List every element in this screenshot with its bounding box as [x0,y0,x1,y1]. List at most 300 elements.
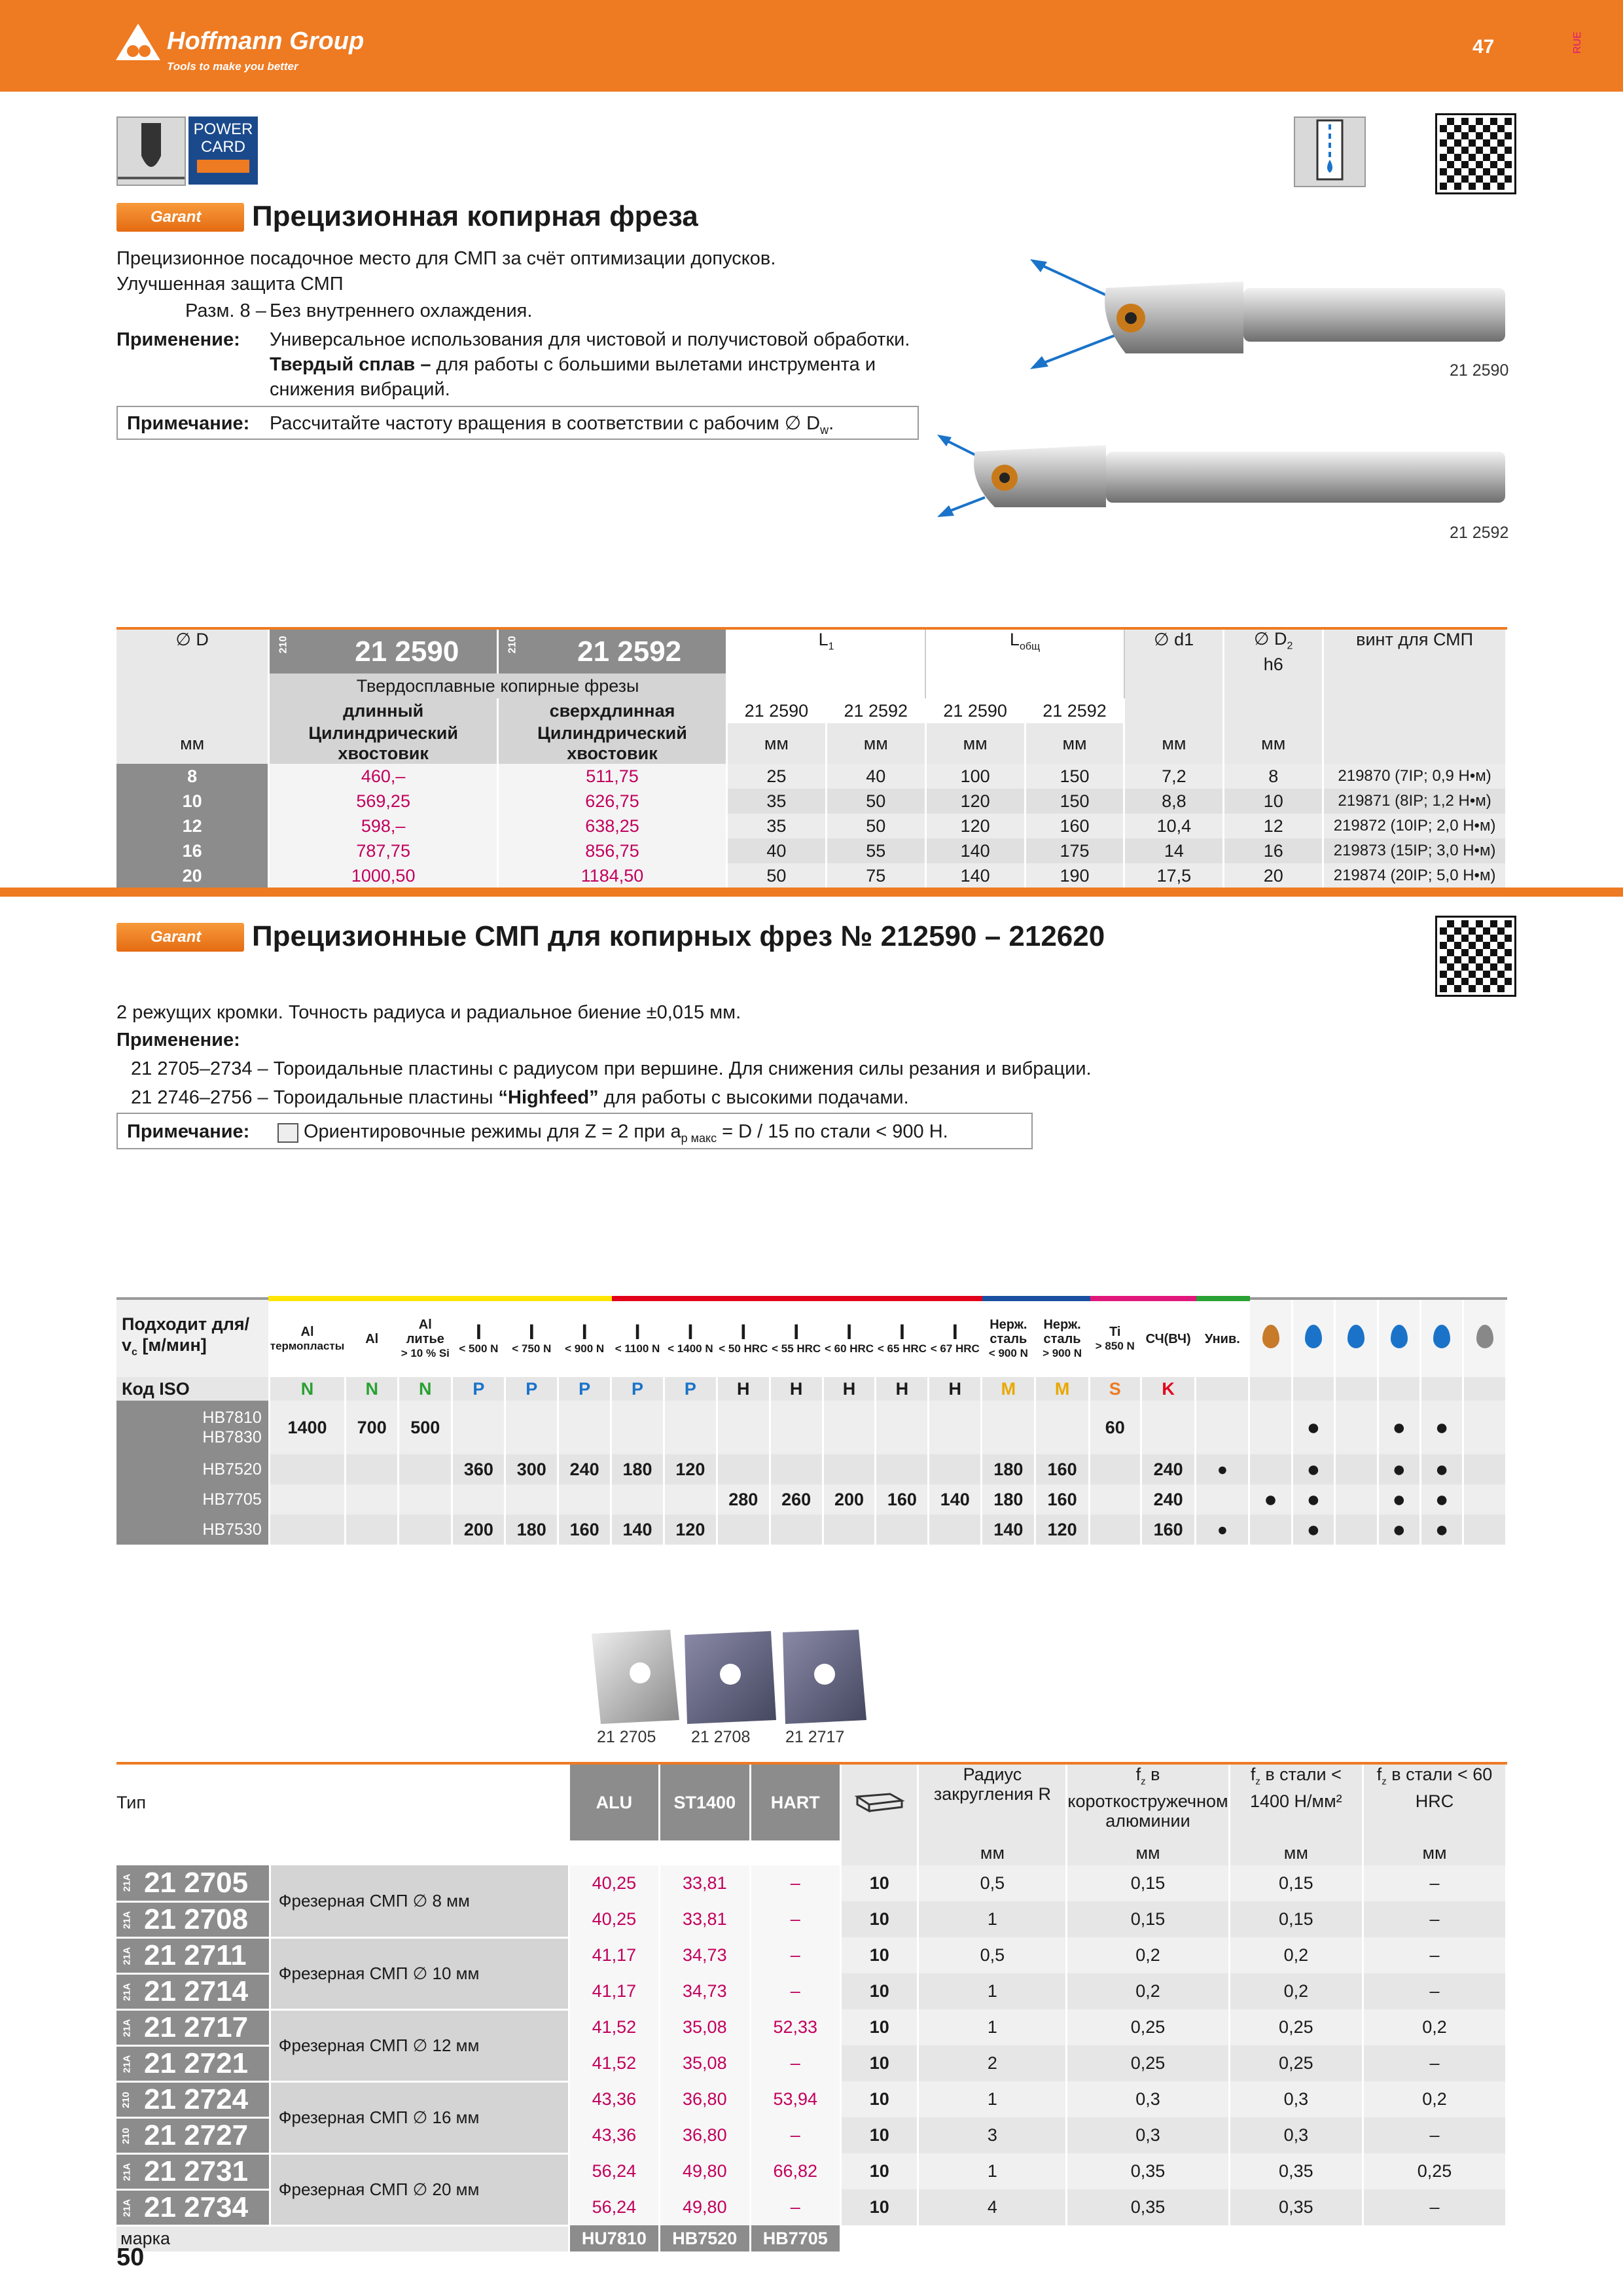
price-cell: 856,75 [498,838,727,863]
speed-cell: 140 [611,1515,664,1545]
speed-cell: 240 [1141,1454,1196,1484]
sub-header: 21 2590 [726,698,826,723]
grade-cell: HB7520 [116,1454,269,1484]
speed-cell [770,1515,823,1545]
coolant-cell [1249,1454,1292,1484]
speed-cell [611,1484,664,1515]
speed-cell [770,1454,823,1484]
value-cell: 0,35 [1229,2189,1363,2225]
value-cell: – [1363,1973,1507,2009]
dimension-cell: 75 [826,863,925,888]
price-cell: 1184,50 [498,863,727,888]
value-cell: 0,3 [1229,2081,1363,2117]
speed-cell [823,1515,876,1545]
price-cell: 40,25 [569,1901,659,1937]
price-cell: 49,80 [660,2189,750,2225]
dry-icon [1262,1325,1279,1348]
unit-cell: мм [1363,1840,1507,1865]
quantity-cell: 10 [840,2117,918,2153]
material-header: I < 500 N [452,1299,505,1377]
unit-cell: мм [1067,1840,1229,1865]
price-cell: 33,81 [660,1901,750,1937]
iso-code: S [1089,1377,1141,1401]
price-cell: – [750,1901,840,1937]
footer-page-number: 50 [116,2244,145,2271]
dimension-cell: 190 [1025,863,1124,888]
price-cell: 35,08 [660,2009,750,2045]
table-row [116,764,1507,789]
iso-label: Код ISO [116,1377,269,1401]
speed-cell [1089,1454,1141,1484]
coolant-cell [1463,1454,1507,1484]
ball-nose-icon [116,117,186,186]
speed-cell: 140 [982,1515,1035,1545]
price-cell: 34,73 [660,1973,750,2009]
speed-cell [269,1484,346,1515]
material-header: СЧ(ВЧ) [1141,1299,1196,1377]
speed-cell: 1400 [269,1401,346,1454]
speed-cell [505,1401,558,1454]
value-cell: 2 [918,2045,1067,2081]
emulsion-icon [1305,1325,1322,1348]
table-row [116,1401,1507,1454]
material-header: I < 1100 N [611,1299,664,1377]
price-cell: 66,82 [750,2153,840,2189]
value-cell: 1 [918,2009,1067,2045]
speed-cell [876,1454,929,1484]
speed-cell: 160 [1035,1484,1089,1515]
shank-a: Цилиндрический хвостовик [269,723,498,764]
hoffmann-logo-icon [115,22,162,63]
qr-code-icon[interactable] [1437,918,1514,995]
value-cell: 4 [918,2189,1067,2225]
dimension-cell: 16 [1224,838,1323,863]
value-cell: 0,3 [1229,2117,1363,2153]
coolant-cell: ● [1378,1401,1420,1454]
coolant-cell: ● [1420,1401,1463,1454]
iso-code: M [982,1377,1035,1401]
code-b-header: 210 21 2592 [498,630,727,673]
price-cell: 35,08 [660,2045,750,2081]
quantity-cell: 10 [840,2009,918,2045]
price-cell: 787,75 [269,838,498,863]
coolant-header [1420,1299,1463,1377]
material-header: Al термопласты [269,1299,346,1377]
coolant-cell [1335,1454,1378,1484]
coolant-cell: ● [1420,1515,1463,1545]
hoffmann-logo[interactable] [115,18,389,79]
col-hart-header: HART [750,1765,840,1840]
unit-cell: мм [1229,1840,1363,1865]
table-row [116,1515,1507,1545]
table-row [116,1454,1507,1484]
speed-cell [823,1454,876,1484]
value-cell: – [1363,1901,1507,1937]
unit-cell: мм [925,723,1025,764]
application-label: Применение: [116,1030,240,1050]
unit-cell: мм [1224,723,1323,764]
coolant-cell [1249,1515,1292,1545]
cutter-subtitle: Твердосплавные копирные фрезы [269,673,727,698]
speed-cell: 160 [1035,1454,1089,1484]
price-cell: 36,80 [660,2117,750,2153]
value-cell: 0,2 [1363,2081,1507,2117]
application-item: 21 2705–2734 – Тороидальные пластины с радиусом при вершине. Для снижения силы резания и вибрации. [131,1058,1092,1079]
coolant-cell [1463,1515,1507,1545]
coolant-header [1335,1299,1378,1377]
coolant-cell: ● [1378,1515,1420,1545]
section-title: Прецизионные СМП для копирных фрез № 212590 – 212620 [252,920,1105,952]
image-caption: 21 2592 [1450,524,1509,542]
dimension-cell: 17,5 [1124,863,1224,888]
size-note-text: Без внутреннего охлаждения. [270,300,533,321]
value-cell: 0,2 [1229,1973,1363,2009]
speed-cell [876,1401,929,1454]
speed-cell [823,1401,876,1454]
speed-cell [1196,1401,1249,1454]
speed-cell: 120 [664,1454,717,1484]
coolant-header [1378,1299,1420,1377]
note-label: Примечание: [127,413,250,434]
table-row [116,1484,1507,1515]
insert-images [588,1628,870,1727]
speed-cell [399,1515,452,1545]
material-header: Унив. [1196,1299,1249,1377]
quantity-cell: 10 [840,1865,918,1901]
iso-code: K [1141,1377,1196,1401]
page-number: 47 [1472,36,1495,58]
iso-code [1196,1377,1249,1401]
dimension-cell: 35 [726,814,826,838]
iso-code: H [770,1377,823,1401]
coolant-cell [1335,1401,1378,1454]
quantity-cell: 10 [840,1937,918,1973]
article-code: 21A 21 2717 [116,2009,270,2045]
coolant-cell: ● [1378,1484,1420,1515]
value-cell: 0,5 [918,1937,1067,1973]
dimension-cell: 120 [925,789,1025,814]
price-cell: – [750,1865,840,1901]
value-cell: 1 [918,1901,1067,1937]
speed-cell: 160 [1141,1515,1196,1545]
speed-cell [770,1401,823,1454]
speed-cell [717,1401,770,1454]
unit-cell: мм [1025,723,1124,764]
speed-cell [558,1401,611,1454]
coolant-cell [1463,1401,1507,1454]
value-cell: – [1363,2189,1507,2225]
speed-cell: 140 [929,1484,982,1515]
dimension-cell: 12 [1224,814,1323,838]
coolant-cell [1249,1401,1292,1454]
speed-cell: 180 [982,1454,1035,1484]
material-header: I < 55 HRC [770,1299,823,1377]
table-row [116,863,1507,888]
iso-code: H [876,1377,929,1401]
dimension-cell: 50 [826,789,925,814]
material-header: I < 1400 N [664,1299,717,1377]
price-cell: 41,52 [569,2009,659,2045]
iso-code: N [399,1377,452,1401]
speed-cell [346,1484,399,1515]
note-box [116,406,919,440]
price-cell: 56,24 [569,2153,659,2189]
speed-cell [664,1401,717,1454]
no-coolant-icon [1433,1325,1450,1348]
quantity-cell: 10 [840,2153,918,2189]
coolant-cell: ● [1292,1515,1334,1545]
article-code: 21A 21 2711 [116,1937,270,1973]
grade-cell: HB7530 [116,1515,269,1545]
price-cell: – [750,2189,840,2225]
milling-cutter-212592-image [923,425,1512,524]
material-header: Нерж. сталь < 900 N [982,1299,1035,1377]
diameter-cell: 16 [116,838,269,863]
iso-code: N [346,1377,399,1401]
speed-cell: 180 [611,1454,664,1484]
internal-coolant-icon [1294,117,1366,187]
speed-cell [1089,1515,1141,1545]
application-text: снижения вибраций. [270,379,450,400]
insert-description: Фрезерная СМП ∅ 12 мм [270,2009,569,2081]
package-quantity-icon [853,1787,906,1814]
speed-cell [505,1484,558,1515]
speed-cell [1089,1484,1141,1515]
grade-cell: HB7705 [116,1484,269,1515]
description-line: 2 режущих кромки. Точность радиуса и радиальное биение ±0,015 мм. [116,1002,741,1023]
speed-cell: 280 [717,1484,770,1515]
material-header: Al [346,1299,399,1377]
dimension-cell: 150 [1025,764,1124,789]
insert-price-table [116,1765,1507,2251]
coolant-cell [1335,1484,1378,1515]
col-radius-header: Радиус закругления R [918,1765,1067,1840]
speed-cell [452,1401,505,1454]
speed-cell: 500 [399,1401,452,1454]
speed-cell [876,1515,929,1545]
speed-cell [269,1515,346,1545]
section-divider [0,888,1623,897]
speed-cell [717,1454,770,1484]
value-cell: – [1363,1937,1507,1973]
speed-cell: 300 [505,1454,558,1484]
application-item: 21 2746–2756 – Тороидальные пластины “Highfeed” для работы с высокими подачами. [131,1087,909,1108]
speed-cell [611,1401,664,1454]
note-text: Рассчитайте частоту вращения в соответствии с рабочим ∅ $D_w$. [270,413,834,437]
value-cell: 0,5 [918,1865,1067,1901]
speed-cell: 240 [558,1454,611,1484]
col-fz1-header: $f_z$ в короткостружечном алюминии [1067,1765,1229,1840]
iso-code: P [558,1377,611,1401]
col-alu-header: ALU [569,1765,659,1840]
qr-code-icon[interactable] [1437,115,1514,192]
dimension-cell: 140 [925,838,1025,863]
insert-caption: 21 2717 [785,1728,845,1746]
air-icon [1391,1325,1408,1348]
article-code: 21A 21 2705 [116,1865,270,1901]
material-header: Al литье > 10 % Si [399,1299,452,1377]
mist-icon [1347,1325,1364,1348]
article-code: 210 21 2724 [116,2081,270,2117]
col-l1-header: $L_1$ [726,630,925,673]
speed-cell [929,1454,982,1484]
application-text: Твердый сплав – для работы с большими вылетами инструмента и [270,354,876,375]
screw-cell: 219874 (20IP; 5,0 Н•м) [1323,863,1507,888]
dimension-cell: 50 [726,863,826,888]
cutting-speed-table [116,1296,1507,1545]
article-code: 21A 21 2714 [116,1973,270,2009]
unit-cell: мм [918,1840,1067,1865]
dimension-cell: 25 [726,764,826,789]
diameter-cell: 10 [116,789,269,814]
value-cell: 0,35 [1067,2189,1229,2225]
dimension-cell: 40 [726,838,826,863]
price-cell: 56,24 [569,2189,659,2225]
coolant-cell [1463,1484,1507,1515]
price-cell: 34,73 [660,1937,750,1973]
table-row [116,1937,1507,1973]
description-line: Прецизионное посадочное место для СМП за счёт оптимизации допусков. [116,248,776,269]
value-cell: 0,35 [1067,2153,1229,2189]
application-label: Применение: [116,329,240,350]
material-header: I < 60 HRC [823,1299,876,1377]
dimension-cell: 10,4 [1124,814,1224,838]
dimension-cell: 8,8 [1124,789,1224,814]
col-st-header: ST1400 [660,1765,750,1840]
iso-code: H [717,1377,770,1401]
price-cell: 41,17 [569,1937,659,1973]
value-cell: 0,3 [1067,2117,1229,2153]
value-cell: 0,15 [1229,1865,1363,1901]
price-cell: 36,80 [660,2081,750,2117]
material-header: Ti > 850 N [1089,1299,1141,1377]
brand-tagline: Tools to make you better [167,60,298,73]
image-caption: 21 2590 [1450,361,1509,380]
coolant-cell: ● [1378,1454,1420,1484]
speed-cell: 180 [982,1484,1035,1515]
price-cell: 43,36 [569,2081,659,2117]
sub-header: 21 2592 [826,698,925,723]
col-d1-header: ∅ d1 [1124,630,1224,673]
coolant-cell: ● [1420,1484,1463,1515]
table-row [116,838,1507,863]
iso-code: P [505,1377,558,1401]
speed-cell: 200 [452,1515,505,1545]
speed-cell [346,1454,399,1484]
speed-cell: ● [1196,1454,1249,1484]
speed-cell [664,1484,717,1515]
value-cell: 1 [918,1973,1067,2009]
value-cell: 0,2 [1363,2009,1507,2045]
col-d-header: ∅ D [116,630,269,673]
speed-cell: 160 [876,1484,929,1515]
speed-cell: 200 [823,1484,876,1515]
coolant-cell: ● [1292,1454,1334,1484]
value-cell: 0,25 [1229,2009,1363,2045]
price-cell: 41,52 [569,2045,659,2081]
language-code: RUE [1572,31,1583,54]
dimension-cell: 20 [1224,863,1323,888]
coolant-cell: ● [1292,1484,1334,1515]
value-cell: 1 [918,2153,1067,2189]
table-row [116,2153,1507,2189]
col-fz2-header: $f_z$ в стали < 1400 Н/мм² [1229,1765,1363,1840]
coolant-cell: ● [1249,1484,1292,1515]
unit-cell: мм [826,723,925,764]
speed-cell [269,1454,346,1484]
dimension-cell: 150 [1025,789,1124,814]
price-cell: 52,33 [750,2009,840,2045]
speed-cell: 180 [505,1515,558,1545]
speed-cell: 60 [1089,1401,1141,1454]
grade-cell: HU7810 [569,2225,659,2251]
speed-cell: 240 [1141,1484,1196,1515]
dimension-cell: 14 [1124,838,1224,863]
value-cell: 0,25 [1067,2009,1229,2045]
speed-cell [399,1484,452,1515]
material-header: I < 750 N [505,1299,558,1377]
table-row [116,2009,1507,2045]
speed-cell: 120 [664,1515,717,1545]
table-row [116,814,1507,838]
value-cell: – [1363,2117,1507,2153]
pack-icon [840,1765,918,1840]
material-header: I < 900 N [558,1299,611,1377]
grade-cell: HB7520 [660,2225,750,2251]
insert-caption: 21 2708 [691,1728,751,1746]
insert-description: Фрезерная СМП ∅ 10 мм [270,1937,569,2009]
speed-cell [929,1515,982,1545]
quantity-cell: 10 [840,2189,918,2225]
sub-header: 21 2592 [1025,698,1124,723]
speed-cell [982,1401,1035,1454]
iso-code: N [269,1377,346,1401]
speed-cell [452,1484,505,1515]
price-cell: 33,81 [660,1865,750,1901]
speed-cell [1141,1401,1196,1454]
table-row [116,789,1507,814]
coolant-cell [1335,1515,1378,1545]
dimension-cell: 10 [1224,789,1323,814]
power-card-badge: POWER CARD [188,117,258,185]
iso-code: P [664,1377,717,1401]
value-cell: 0,25 [1363,2153,1507,2189]
iso-code: H [929,1377,982,1401]
iso-code: H [823,1377,876,1401]
insert-caption: 21 2705 [597,1728,656,1746]
grade-cell: HB7705 [750,2225,840,2251]
mql-icon [1476,1325,1493,1348]
value-cell: 1 [918,2081,1067,2117]
value-cell: 0,25 [1229,2045,1363,2081]
insert-description: Фрезерная СМП ∅ 20 мм [270,2153,569,2225]
dimension-cell: 175 [1025,838,1124,863]
price-cell: 49,80 [660,2153,750,2189]
garant-badge: Garant [116,203,244,232]
cutting-data-icon [277,1123,298,1143]
dimension-cell: 100 [925,764,1025,789]
speed-cell [346,1515,399,1545]
dimension-cell: 50 [826,814,925,838]
coolant-cell: ● [1292,1401,1334,1454]
sub-header: 21 2590 [925,698,1025,723]
brand-name: Hoffmann Group [167,27,365,55]
speed-cell [399,1454,452,1484]
value-cell: 0,15 [1067,1901,1229,1937]
material-header: I < 50 HRC [717,1299,770,1377]
article-code: 21A 21 2721 [116,2045,270,2081]
price-cell: 1000,50 [269,863,498,888]
